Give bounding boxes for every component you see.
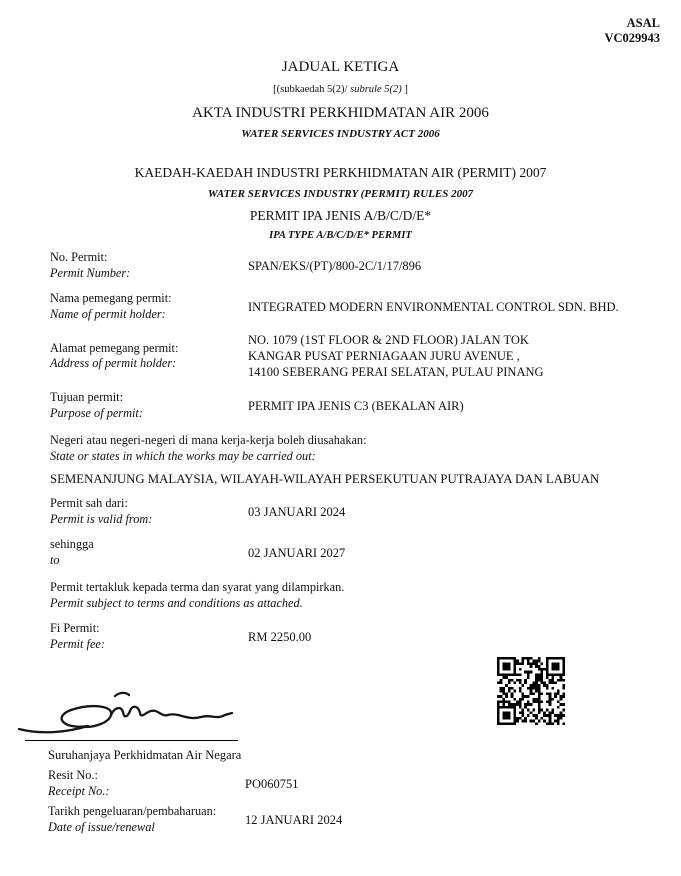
permit-type-title-malay: PERMIT IPA JENIS A/B/C/D/E* (249, 208, 432, 223)
field-label (50, 496, 248, 527)
field-label (50, 341, 248, 372)
label-malay: Resit No.: (48, 768, 98, 782)
field-holder-name (50, 291, 651, 322)
field-work-states (50, 433, 651, 487)
label-english: Permit fee: (50, 636, 105, 651)
label-english: Date of issue/renewal (48, 819, 155, 834)
label-malay: Fi Permit: (50, 621, 100, 635)
field-label (48, 768, 245, 799)
schedule-title: JADUAL KETIGA (281, 59, 400, 75)
field-receipt-number (48, 768, 651, 799)
label-malay: No. Permit: (50, 250, 108, 264)
signature-line (25, 740, 238, 741)
field-label (50, 390, 248, 421)
valid-to-value: 02 JANUARI 2027 (248, 545, 346, 560)
field-valid-to (50, 537, 651, 568)
address-line-1: NO. 1079 (1ST FLOOR & 2ND FLOOR) JALAN TOK (248, 333, 529, 347)
footer-fields (48, 768, 651, 840)
subrule-prefix: [(subkaedah 5(2)/ (273, 84, 351, 95)
holder-address-value (248, 332, 544, 380)
field-issue-date (48, 804, 651, 835)
label-malay: Alamat pemegang permit: (50, 340, 179, 355)
terms-note (50, 580, 651, 611)
issuing-authority: Suruhanjaya Perkhidmatan Air Negara (48, 748, 242, 762)
document-heading (0, 0, 681, 241)
act-title-english: WATER SERVICES INDUSTRY ACT 2006 (241, 128, 440, 140)
valid-from-value: 03 JANUARI 2024 (248, 504, 346, 519)
terms-malay: Permit tertakluk kepada terma dan syarat yang dilampirkan. (50, 580, 345, 594)
label-malay: Nama pemegang permit: (50, 291, 172, 305)
label-english: Permit is valid from: (50, 511, 153, 526)
label-english: State or states in which the works may be carried out: (50, 448, 316, 463)
subrule-suffix: ] (401, 84, 408, 95)
label-english: Name of permit holder: (50, 306, 166, 321)
original-stamp-serial: VC029943 (604, 31, 660, 45)
field-label (50, 621, 248, 652)
holder-name-value: INTEGRATED MODERN ENVIRONMENTAL CONTROL SDN. BHD. (248, 299, 619, 314)
field-label (48, 804, 245, 835)
label-english: Receipt No.: (48, 783, 110, 798)
rules-title-english: WATER SERVICES INDUSTRY (PERMIT) RULES 2007 (207, 188, 474, 200)
act-title-malay: AKTA INDUSTRI PERKHIDMATAN AIR 2006 (192, 105, 489, 121)
field-valid-from (50, 496, 651, 527)
field-permit-purpose (50, 390, 651, 421)
field-holder-address (50, 332, 651, 380)
field-label (50, 537, 248, 568)
subrule-italic: subrule 5(2) (350, 84, 402, 95)
permit-details (50, 250, 651, 652)
work-states-value: SEMENANJUNG MALAYSIA, WILAYAH-WILAYAH PERSEKUTUAN PUTRAJAYA DAN LABUAN (50, 472, 600, 486)
field-label (50, 250, 248, 281)
label-english: Permit Number: (50, 265, 131, 280)
permit-fee-value: RM 2250.00 (248, 629, 312, 644)
field-permit-fee (50, 621, 651, 652)
label-malay: Tarikh pengeluaran/pembaharuan: (48, 804, 217, 818)
address-line-3: 14100 SEBERANG PERAI SELATAN, PULAU PINANG (248, 365, 544, 379)
permit-purpose-value: PERMIT IPA JENIS C3 (BEKALAN AIR) (248, 398, 464, 413)
label-english: Address of permit holder: (50, 356, 177, 370)
label-malay: Negeri atau negeri-negeri di mana kerja-kerja boleh diusahakan: (50, 433, 367, 447)
address-line-2: KANGAR PUSAT PERNIAGAAN JURU AVENUE , (248, 349, 520, 363)
original-stamp-line1: ASAL (626, 16, 660, 30)
field-label (50, 291, 248, 322)
field-permit-number (50, 250, 651, 281)
label-malay: sehingga (50, 537, 94, 551)
original-stamp (604, 16, 660, 46)
receipt-number-value: PO060751 (245, 776, 299, 791)
subrule-reference (0, 84, 681, 95)
permit-number-value: SPAN/EKS/(PT)/800-2C/1/17/896 (248, 258, 422, 273)
label-english: to (50, 552, 60, 567)
rules-title-malay: KAEDAH-KAEDAH INDUSTRI PERKHIDMATAN AIR (PERMIT) 2007 (134, 165, 547, 180)
field-label (50, 433, 651, 464)
label-malay: Tujuan permit: (50, 390, 123, 404)
qr-code-icon (497, 656, 565, 726)
issue-date-value: 12 JANUARI 2024 (245, 812, 343, 827)
label-english: Purpose of permit: (50, 405, 143, 420)
label-malay: Permit sah dari: (50, 496, 128, 510)
signature-icon (14, 684, 242, 742)
permit-type-title-english: IPA TYPE A/B/C/D/E* PERMIT (269, 230, 412, 241)
terms-english: Permit subject to terms and conditions as attached. (50, 595, 303, 610)
